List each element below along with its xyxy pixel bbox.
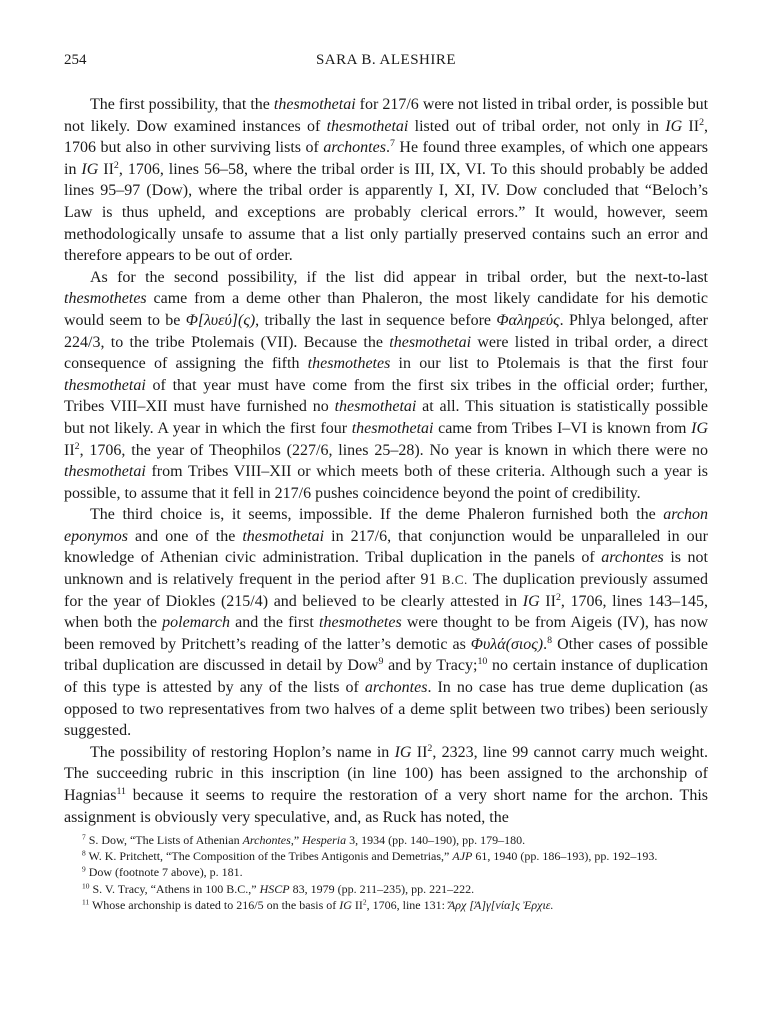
italic-text: thesmothetes: [307, 355, 391, 373]
text-run: S. V. Tracy, “Athens in 100 B.C.,”: [89, 881, 260, 896]
italic-text: thesmothetai: [64, 463, 146, 481]
text-run: were listed in tribal order, a direct consequence of assigning the fifth: [64, 333, 708, 373]
footnote: [64, 881, 708, 897]
footnote: [64, 848, 708, 864]
text-run: , tribally the last in sequence before: [255, 311, 497, 329]
text-run: Other cases of possible tribal duplication are discussed in detail by Dow: [64, 635, 708, 675]
running-head: SARA B. ALESHIRE: [315, 52, 457, 68]
italic-text: archontes: [323, 139, 386, 157]
footnote: [64, 832, 708, 848]
italic-text: Ἄρχ [Ἁ]γ[νία]ς Ἐρχιε.: [447, 897, 554, 912]
italic-text: IG: [522, 592, 540, 610]
page-number: 254: [64, 52, 87, 68]
text-run: The duplication previously assumed for the year of Diokles (215/4) and believed to be clearly attested in: [64, 571, 709, 610]
text-run: II: [98, 160, 114, 178]
text-run: .: [543, 635, 548, 653]
text-run: . In no case has true deme duplication (as opposed to two representatives from two halves of a deme split between two tribes) been seriously suggested.: [64, 679, 708, 740]
superscript: 11: [116, 785, 126, 797]
paragraph: [64, 504, 708, 742]
text-run: 3, 1934 (pp. 140–190), pp. 179–180.: [346, 833, 526, 847]
italic-text: thesmothetai: [334, 398, 417, 416]
italic-text: thesmothetes: [319, 614, 402, 632]
text-run: and by Tracy;: [383, 657, 478, 675]
italic-text: AJP: [452, 849, 473, 864]
text-run: II: [351, 897, 363, 912]
text-run: of that year must have come from the first six tribes in the official order; further, Tribes VIII–XII must have furnished no: [64, 376, 708, 416]
superscript: 2: [555, 591, 561, 603]
italic-text: archontes: [364, 679, 428, 697]
italic-text: archontes: [601, 549, 664, 567]
paragraph: [64, 742, 708, 828]
text-run: because it seems to require the restoration of a very short name for the archon. This assignment is obviously very speculative, and, as Ruck has noted, the: [64, 787, 708, 826]
paragraph: [64, 267, 708, 505]
superscript: 7: [82, 832, 86, 842]
italic-text: IG: [665, 117, 683, 135]
superscript: 8: [547, 634, 553, 646]
text-run: , 1706, line 131:: [366, 897, 448, 912]
text-run: Dow (footnote 7 above), p. 181.: [85, 865, 243, 880]
text-run: II: [682, 117, 700, 135]
page-header: [64, 52, 708, 72]
superscript: 8: [82, 848, 86, 858]
text-run: S. Dow, “The Lists of Athenian: [85, 833, 243, 847]
superscript: 2: [362, 897, 367, 907]
text-run: in our list to Ptolemais is that the first four: [390, 355, 708, 373]
italic-text: IG: [81, 160, 99, 178]
superscript: 2: [427, 742, 433, 754]
text-run: II: [64, 441, 75, 459]
italic-text: Φυλά(σιος): [470, 635, 544, 653]
footnote: [64, 864, 708, 880]
italic-text: polemarch: [162, 614, 230, 632]
italic-text: Φ[λυεύ](ς): [185, 311, 256, 329]
italic-text: IG: [691, 419, 708, 437]
superscript: 9: [82, 864, 86, 874]
text-run: The third choice is, it seems, impossible. If the deme Phaleron furnished both the: [90, 506, 664, 524]
text-run: in 217/6, that conjunction would be unparalleled in our knowledge of Athenian civic administration. Tribal duplication in the panels of: [64, 527, 709, 567]
text-run: ,”: [290, 833, 303, 847]
superscript: 2: [74, 440, 80, 452]
text-run: , 1706, the year of Theophilos (227/6, lines 25–28). No year is known in which there were no: [79, 441, 708, 459]
text-run: for 217/6 were not listed in tribal order, is possible but not likely. Dow examined instances of: [64, 96, 709, 135]
text-run: As for the second possibility, if the list did appear in tribal order, but the next-to-last: [90, 268, 708, 286]
text-run: The first possibility, that the: [90, 96, 274, 113]
italic-text: Hesperia: [302, 833, 347, 847]
superscript: 11: [82, 897, 90, 907]
paragraph: [64, 94, 708, 267]
superscript: 2: [113, 159, 119, 171]
superscript: 9: [378, 656, 384, 668]
italic-text: HSCP: [259, 881, 290, 896]
text-run: listed out of tribal order, not only in: [408, 117, 666, 135]
text-run: He found three examples, of which one appears in: [64, 139, 708, 178]
text-run: . Phlya belonged, after 224/3, to the tribe Ptolemais (VII). Because the: [64, 311, 708, 351]
text-run: is not unknown and is relatively frequent in the period after 91: [64, 549, 708, 589]
text-run: were thought to be from Aigeis (IV), has now been removed by Pritchett’s reading of the latter’s demotic as: [64, 614, 709, 653]
italic-text: IG: [339, 897, 352, 912]
text-run: , 1706, lines 56–58, where the tribal order is III, IX, VI. To this should probably be added lines 95–97 (Dow), where the tribal order is apparently I, XI, IV. Dow concluded that “Beloch’s Law is thus upheld, and exceptions are probably clerical errors.” It would, however, seem methodologically unsafe to assume that a list only partially preserved contains such an error and therefore appears to be out of order.: [64, 160, 709, 265]
text-run: , 2323, line 99 cannot carry much weight. The succeeding rubric in this inscription (in line 100) has been assigned to the archonship of Hagnias: [64, 743, 709, 804]
text-run: The possibility of restoring Hoplon’s name in: [90, 743, 395, 761]
italic-text: thesmothetai: [64, 376, 146, 394]
text-run: 61, 1940 (pp. 186–193), pp. 192–193.: [472, 849, 658, 864]
italic-text: thesmothetai: [326, 117, 409, 135]
text-run: 83, 1979 (pp. 211–235), pp. 221–222.: [289, 881, 475, 896]
text-run: , 1706, lines 143–145, when both the: [64, 592, 709, 632]
italic-text: thesmothetes: [64, 290, 147, 308]
italic-text: Φαληρεύς: [496, 311, 560, 329]
superscript: 10: [477, 656, 488, 668]
text-run: Whose archonship is dated to 216/5 on the basis of: [89, 897, 340, 912]
text-run: from Tribes VIII–XII or which meets both of these criteria. Although such a year is possible, to assume that it fell in 217/6 pushes coincidence beyond the point of credibility.: [64, 463, 708, 502]
italic-text: thesmothetai: [273, 96, 356, 113]
italic-text: Archontes: [242, 833, 291, 847]
body-text: [64, 94, 708, 828]
text-run: and the first: [229, 614, 320, 632]
footnote: [64, 897, 708, 913]
italic-text: IG: [394, 743, 412, 761]
italic-text: thesmothetai: [351, 419, 434, 437]
text-run: came from a deme other than Phaleron, the most likely candidate for his demotic would seem to be: [64, 290, 708, 329]
small-caps-text: B.C.: [441, 572, 468, 588]
superscript: 7: [389, 138, 395, 150]
text-run: came from Tribes I–VI is known from: [433, 419, 692, 437]
text-run: no certain instance of duplication of this type is attested by any of the lists of: [64, 657, 709, 697]
text-run: , 1706 but also in other surviving lists of: [64, 117, 709, 157]
italic-text: thesmothetai: [242, 527, 325, 545]
text-run: II: [411, 743, 428, 761]
text-run: W. K. Pritchett, “The Composition of the Tribes Antigonis and Demetrias,”: [85, 849, 453, 864]
footnotes: [64, 832, 708, 913]
italic-text: thesmothetai: [389, 333, 472, 351]
superscript: 10: [82, 881, 90, 890]
text-run: and one of the: [127, 527, 243, 545]
text-run: at all. This situation is statistically possible but not likely. A year in which the first four: [64, 398, 708, 437]
italic-text: archon eponymos: [64, 506, 708, 545]
superscript: 2: [699, 116, 705, 128]
text-run: .: [385, 139, 390, 157]
text-run: II: [539, 592, 556, 610]
